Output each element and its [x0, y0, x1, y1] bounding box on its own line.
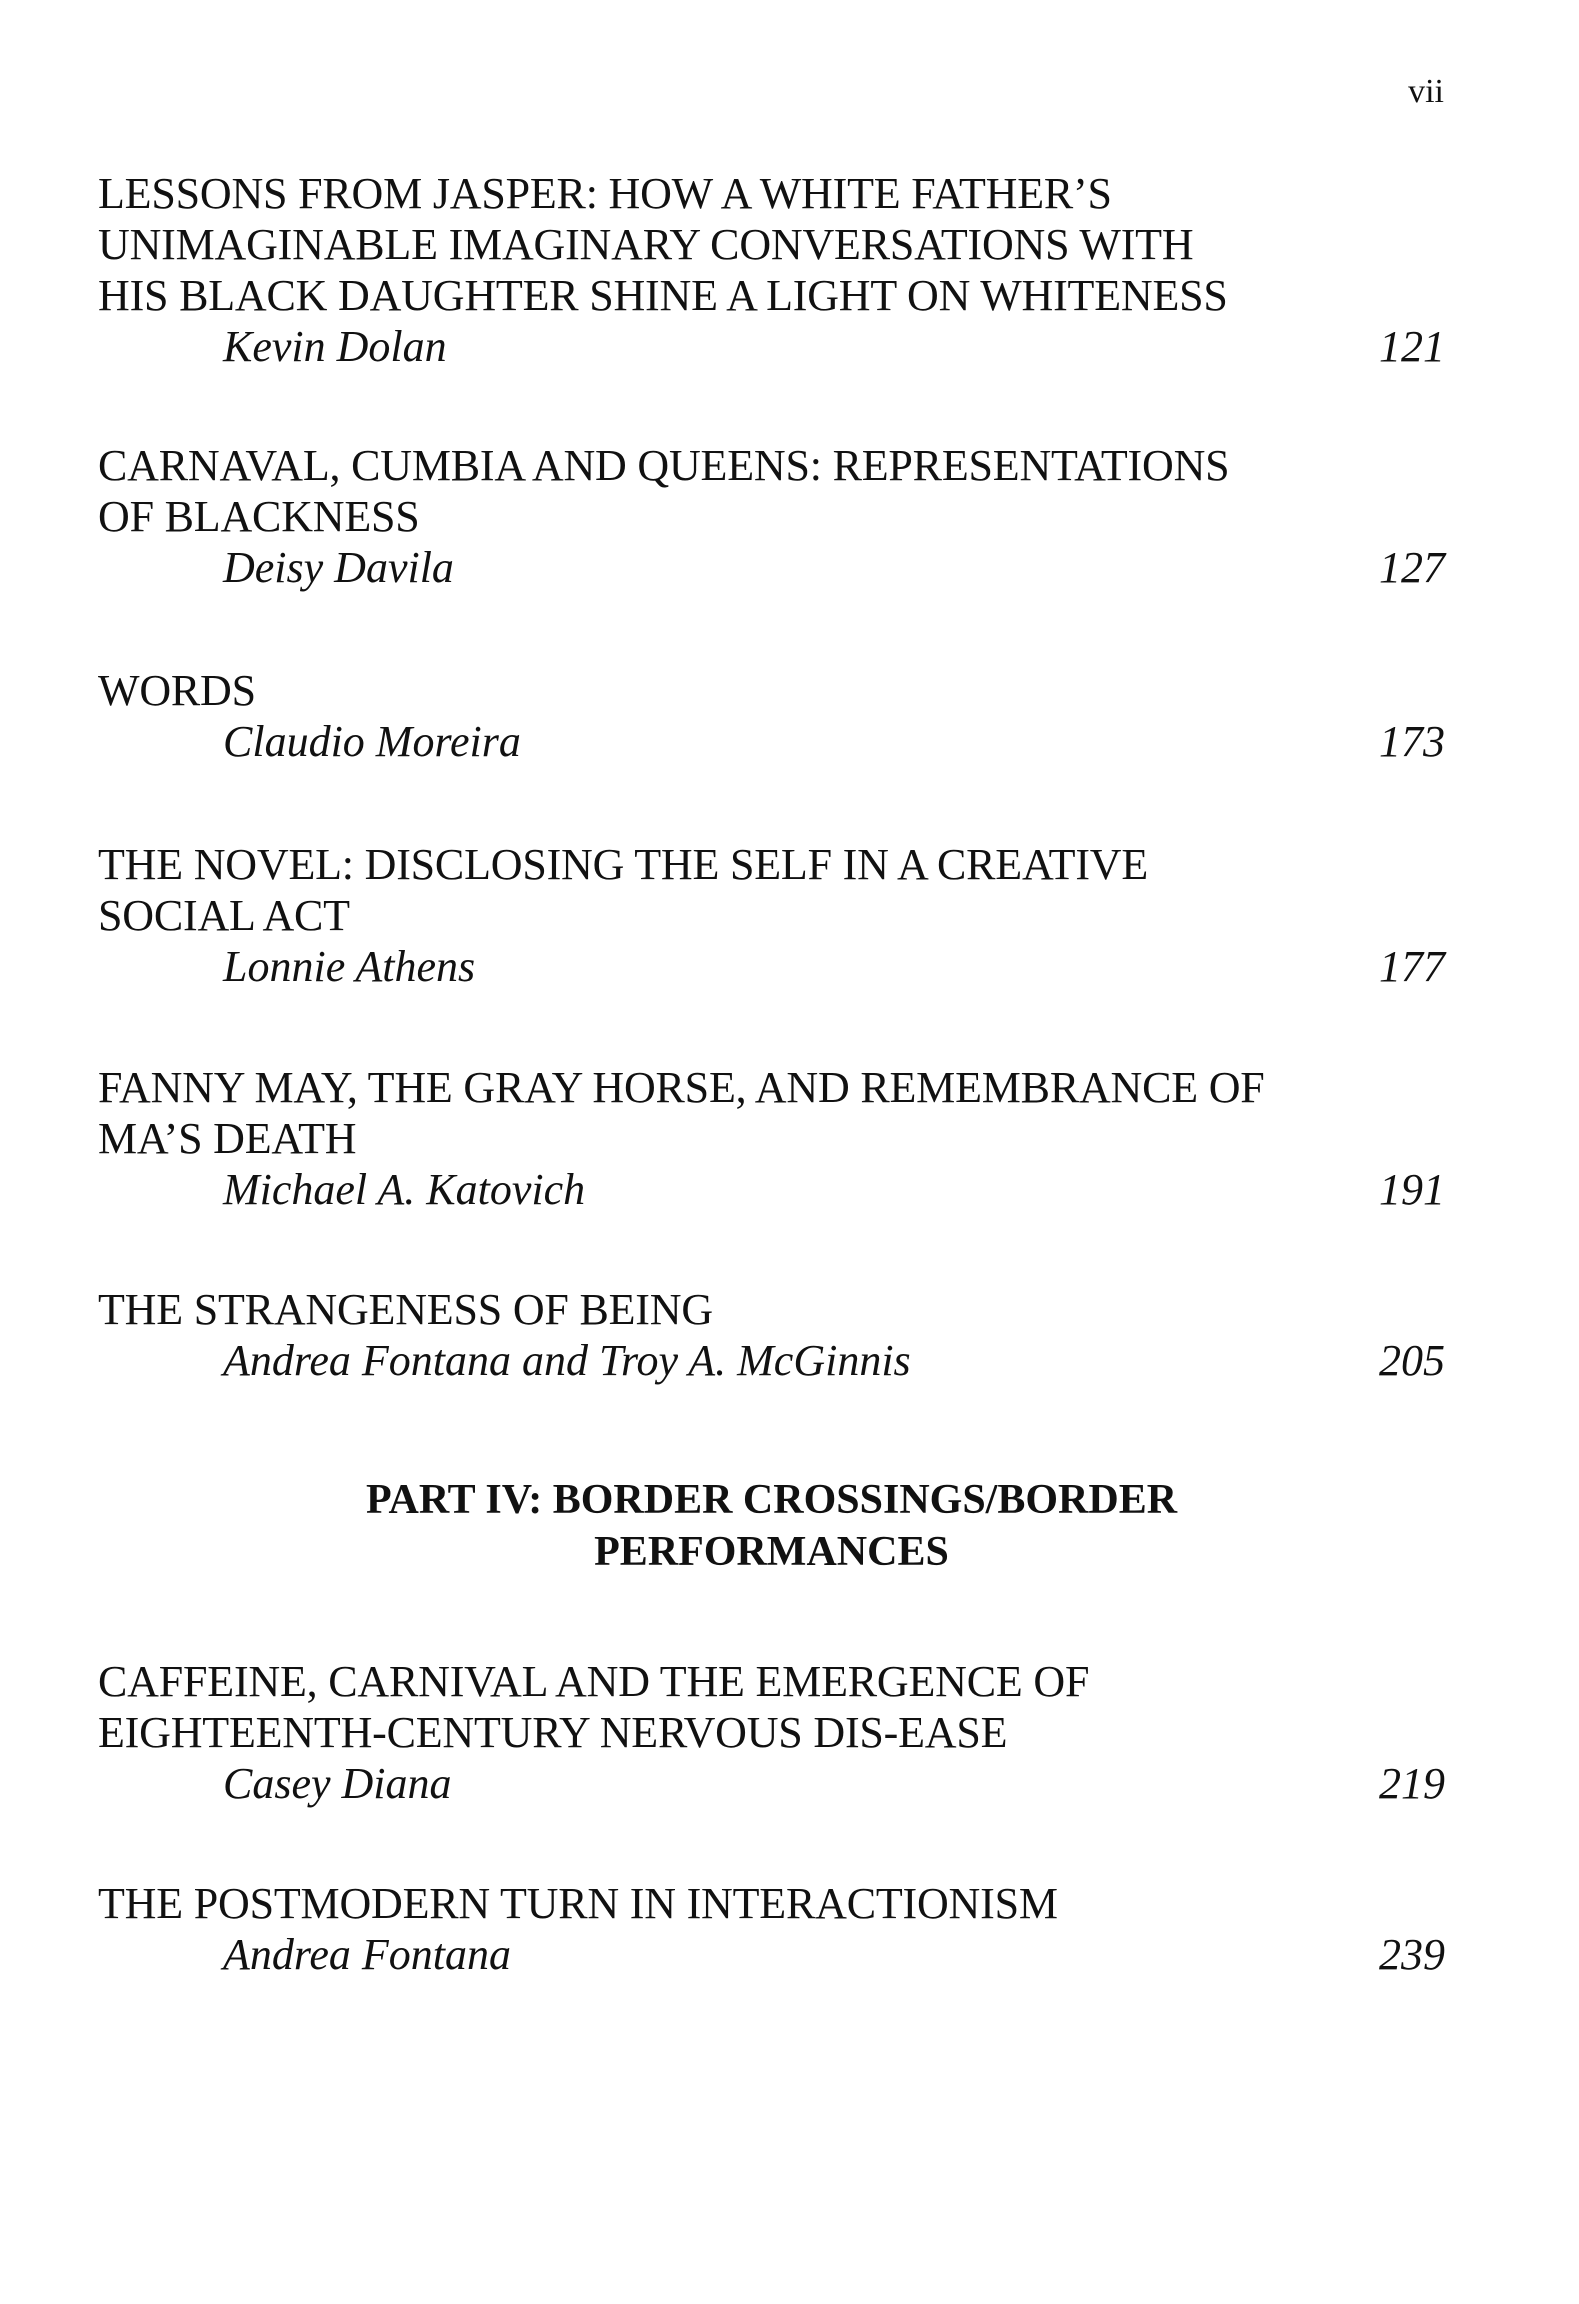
entry-author: Deisy Davila — [223, 543, 454, 592]
entry-page-number: 191 — [1379, 1165, 1445, 1214]
entry-author: Andrea Fontana and Troy A. McGinnis — [223, 1336, 911, 1385]
entry-author: Andrea Fontana — [223, 1930, 511, 1979]
entry-title-line: CARNAVAL, CUMBIA AND QUEENS: REPRESENTATIONS — [98, 441, 1230, 490]
entry-author: Claudio Moreira — [223, 717, 521, 766]
entry-title-line: THE POSTMODERN TURN IN INTERACTIONISM — [98, 1879, 1058, 1928]
page-number: vii — [1408, 73, 1444, 110]
entry-page-number: 127 — [1379, 543, 1445, 592]
entry-title-line: WORDS — [98, 666, 256, 715]
entry-author: Kevin Dolan — [223, 322, 447, 371]
entry-title-line: THE STRANGENESS OF BEING — [98, 1285, 713, 1334]
part-heading-line: PERFORMANCES — [594, 1529, 949, 1575]
entry-title — [98, 1878, 1445, 1929]
entry-title — [98, 839, 1445, 941]
toc-entry — [98, 665, 1445, 767]
entry-title-line: OF BLACKNESS — [98, 492, 420, 541]
toc-entry — [98, 440, 1445, 593]
entry-title-line: FANNY MAY, THE GRAY HORSE, AND REMEMBRANCE OF — [98, 1063, 1265, 1112]
entry-page-number: 177 — [1379, 942, 1445, 991]
entry-title-line: UNIMAGINABLE IMAGINARY CONVERSATIONS WITH — [98, 220, 1194, 269]
entry-title — [98, 440, 1445, 542]
toc-entry — [98, 839, 1445, 992]
entry-page-number: 205 — [1379, 1336, 1445, 1385]
entry-page-number: 121 — [1379, 322, 1445, 371]
entry-title-line: THE NOVEL: DISCLOSING THE SELF IN A CREATIVE — [98, 840, 1149, 889]
entry-title — [98, 1656, 1445, 1758]
entry-page-number: 219 — [1379, 1759, 1445, 1808]
entry-title-line: MA’S DEATH — [98, 1114, 357, 1163]
toc-entry — [98, 168, 1445, 372]
entry-title-line: LESSONS FROM JASPER: HOW A WHITE FATHER’S — [98, 169, 1112, 218]
entry-title — [98, 1284, 1445, 1335]
entry-author: Lonnie Athens — [223, 942, 476, 991]
entry-author: Casey Diana — [223, 1759, 452, 1808]
toc-entry — [98, 1656, 1445, 1809]
entry-title — [98, 1062, 1445, 1164]
toc-entry — [98, 1878, 1445, 1980]
part-heading-line: PART IV: BORDER CROSSINGS/BORDER — [365, 1477, 1178, 1523]
entry-title-line: CAFFEINE, CARNIVAL AND THE EMERGENCE OF — [98, 1657, 1090, 1706]
entry-title — [98, 168, 1445, 321]
entry-page-number: 173 — [1379, 717, 1445, 766]
entry-title-line: SOCIAL ACT — [98, 891, 350, 940]
entry-title — [98, 665, 1445, 716]
entry-author: Michael A. Katovich — [223, 1165, 586, 1214]
entry-title-line: HIS BLACK DAUGHTER SHINE A LIGHT ON WHITENESS — [98, 271, 1228, 320]
entry-page-number: 239 — [1379, 1930, 1445, 1979]
toc-entry — [98, 1284, 1445, 1386]
toc-entry — [98, 1062, 1445, 1215]
entry-title-line: EIGHTEENTH-CENTURY NERVOUS DIS-EASE — [98, 1708, 1008, 1757]
part-heading — [98, 1474, 1445, 1578]
